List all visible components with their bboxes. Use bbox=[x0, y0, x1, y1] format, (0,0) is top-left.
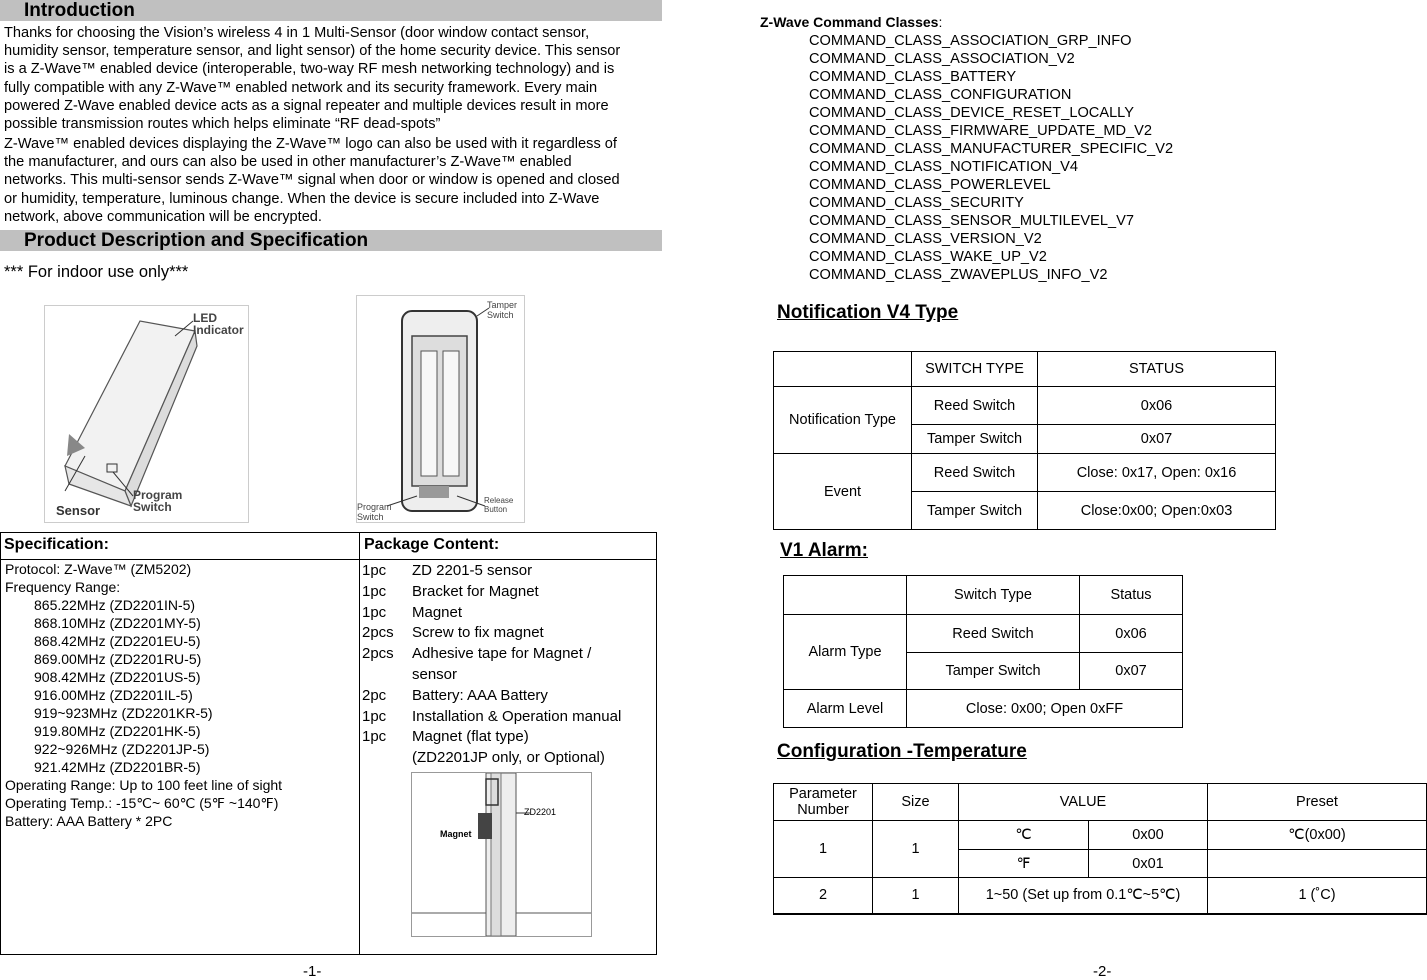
spec-line: Protocol: Z-Wave™ (ZM5202) bbox=[5, 561, 192, 577]
v1-header-switch: Switch Type bbox=[907, 576, 1080, 615]
event-tamper-status: Close:0x00; Open:0x03 bbox=[1038, 492, 1276, 530]
device-interior-figure bbox=[356, 295, 525, 523]
command-class-item: COMMAND_CLASS_FIRMWARE_UPDATE_MD_V2 bbox=[809, 123, 1153, 139]
notif-type-label: Notification Type bbox=[774, 387, 912, 454]
config-r1-code-f: 0x01 bbox=[1089, 850, 1208, 878]
notif-tamper-status: 0x07 bbox=[1038, 425, 1276, 454]
config-r2-preset: 1 (˚C) bbox=[1208, 878, 1427, 914]
notif-header-switch: SWITCH TYPE bbox=[912, 352, 1038, 387]
v1-tamper-status: 0x07 bbox=[1080, 653, 1183, 690]
command-class-list bbox=[809, 32, 1173, 284]
config-header-preset: Preset bbox=[1208, 784, 1427, 821]
v1-reed-label: Reed Switch bbox=[907, 615, 1080, 653]
spec-line: 869.00MHz (ZD2201RU-5) bbox=[34, 651, 202, 667]
magnet-illustration bbox=[412, 773, 591, 936]
package-item bbox=[362, 707, 652, 728]
config-table bbox=[773, 783, 1427, 915]
package-qty: 2pcs bbox=[362, 645, 394, 663]
release-button-label: Release Button bbox=[484, 496, 514, 514]
spec-heading: Specification: bbox=[4, 536, 109, 553]
notif-reed-label: Reed Switch bbox=[912, 387, 1038, 425]
notification-heading: Notification V4 Type bbox=[777, 302, 959, 323]
package-item bbox=[362, 603, 652, 624]
package-item bbox=[362, 582, 652, 603]
led-indicator-label: LED Indicator bbox=[193, 311, 244, 337]
package-desc-line: sensor bbox=[412, 665, 458, 683]
package-desc bbox=[412, 561, 652, 582]
package-desc-line: Magnet bbox=[412, 603, 463, 621]
command-class-item: COMMAND_CLASS_VERSION_V2 bbox=[809, 231, 1042, 247]
package-desc bbox=[412, 582, 652, 603]
magnet-figure bbox=[411, 772, 592, 937]
package-desc-line: Screw to fix magnet bbox=[412, 624, 544, 642]
package-desc-line: Magnet (flat type) bbox=[412, 728, 529, 746]
page-number-2: -2- bbox=[1093, 963, 1112, 980]
event-label: Event bbox=[774, 454, 912, 530]
command-class-item: COMMAND_CLASS_ASSOCIATION_V2 bbox=[809, 51, 1075, 67]
indoor-note: *** For indoor use only*** bbox=[4, 263, 189, 281]
magnet-label: Magnet bbox=[440, 829, 472, 839]
v1-alarm-table bbox=[783, 575, 1183, 728]
package-qty: 1pc bbox=[362, 603, 387, 621]
package-desc-line: ZD 2201-5 sensor bbox=[412, 562, 533, 579]
command-class-item: COMMAND_CLASS_CONFIGURATION bbox=[809, 87, 1072, 103]
spec-line: 865.22MHz (ZD2201IN-5) bbox=[34, 597, 196, 613]
spec-line: 916.00MHz (ZD2201IL-5) bbox=[34, 687, 193, 703]
package-desc bbox=[412, 644, 652, 686]
event-tamper-label: Tamper Switch bbox=[912, 492, 1038, 530]
v1-tamper-label: Tamper Switch bbox=[907, 653, 1080, 690]
sensor-label: Sensor bbox=[56, 503, 101, 518]
config-header-value: VALUE bbox=[959, 784, 1208, 821]
command-class-item: COMMAND_CLASS_WAKE_UP_V2 bbox=[809, 249, 1047, 265]
package-qty: 2pcs bbox=[362, 624, 394, 642]
page-number-1: -1- bbox=[303, 963, 322, 980]
package-qty: 2pc bbox=[362, 686, 387, 704]
config-r2-size: 1 bbox=[873, 878, 959, 914]
v1-header-status: Status bbox=[1080, 576, 1183, 615]
spec-line: 922~926MHz (ZD2201JP-5) bbox=[34, 741, 210, 757]
program-switch-label-2: Program Switch bbox=[357, 502, 392, 522]
package-desc bbox=[412, 707, 652, 728]
command-class-item: COMMAND_CLASS_ASSOCIATION_GRP_INFO bbox=[809, 33, 1132, 49]
config-r1-unit-f: ℉ bbox=[959, 850, 1089, 878]
spec-line: 919.80MHz (ZD2201HK-5) bbox=[34, 723, 201, 739]
spec-line: Operating Temp.: -15℃~ 60℃ (5℉ ~140℉) bbox=[5, 795, 279, 811]
notif-header-status: STATUS bbox=[1038, 352, 1276, 387]
command-class-item: COMMAND_CLASS_POWERLEVEL bbox=[809, 177, 1051, 193]
spec-line: 868.10MHz (ZD2201MY-5) bbox=[34, 615, 201, 631]
notif-tamper-label: Tamper Switch bbox=[912, 425, 1038, 454]
package-qty: 1pc bbox=[362, 728, 387, 746]
intro-paragraph-2: Z-Wave™ enabled devices displaying the Z-Wave™ logo can also be used with it regardless of the manufacturer, and ours can also be used in other manufacturer’s Z-Wave™ enabled networks. This multi-sensor sends Z-Wave™ signal when door or window is opened and closed or humidity, temperature, luminous change. When the device is secure included into Z-Wave network, above communication will be encrypted. bbox=[4, 136, 620, 225]
package-desc-line: Battery: AAA Battery bbox=[412, 686, 548, 704]
device-exterior-figure bbox=[44, 305, 249, 523]
zwave-classes-heading: Z-Wave Command Classes: bbox=[760, 14, 943, 30]
package-item bbox=[362, 727, 652, 769]
spec-line: Operating Range: Up to 100 feet line of sight bbox=[5, 777, 283, 793]
config-header-size: Size bbox=[873, 784, 959, 821]
alarm-level-value: Close: 0x00; Open 0xFF bbox=[907, 690, 1183, 728]
program-switch-label: Program Switch bbox=[133, 488, 183, 514]
config-r2-param: 2 bbox=[774, 878, 873, 914]
command-class-item: COMMAND_CLASS_BATTERY bbox=[809, 69, 1017, 85]
spec-line: Frequency Range: bbox=[5, 579, 121, 595]
package-desc bbox=[412, 603, 652, 624]
zd2201-label: ZD2201 bbox=[524, 807, 557, 817]
tamper-switch-label: Tamper Switch bbox=[487, 300, 518, 320]
package-desc-line: Bracket for Magnet bbox=[412, 582, 539, 600]
package-desc bbox=[412, 623, 652, 644]
package-item bbox=[362, 686, 652, 707]
notification-table bbox=[773, 351, 1276, 530]
event-reed-label: Reed Switch bbox=[912, 454, 1038, 492]
config-r1-preset: ℃(0x00) bbox=[1208, 821, 1427, 850]
config-header-param: Parameter Number bbox=[774, 784, 873, 821]
notif-reed-status: 0x06 bbox=[1038, 387, 1276, 425]
alarm-level-label: Alarm Level bbox=[784, 690, 907, 728]
config-r1-param: 1 bbox=[774, 821, 873, 878]
command-class-item: COMMAND_CLASS_MANUFACTURER_SPECIFIC_V2 bbox=[809, 141, 1174, 157]
config-r1-code-c: 0x00 bbox=[1089, 821, 1208, 850]
package-desc-line: Installation & Operation manual bbox=[412, 707, 622, 725]
package-list bbox=[362, 561, 652, 769]
config-heading: Configuration -Temperature bbox=[777, 741, 1027, 762]
package-item bbox=[362, 644, 652, 686]
package-item bbox=[362, 623, 652, 644]
package-desc-line: Adhesive tape for Magnet / bbox=[412, 645, 592, 663]
event-reed-status: Close: 0x17, Open: 0x16 bbox=[1038, 454, 1276, 492]
package-heading: Package Content: bbox=[364, 536, 500, 553]
package-item bbox=[362, 561, 652, 582]
intro-paragraph-1: Thanks for choosing the Vision’s wireless 4 in 1 Multi-Sensor (door window contact sensor, humidity sensor, temperature sensor, and light sensor) of the home security device. This sensor is a Z-Wave™ enabled device (interoperable, two-way RF mesh networking technology) and is fully compatible with any Z-Wave™ enabled network and its security framework. Every main powered Z-Wave enabled device acts as a signal repeater and multiple devices result in more possible transmission routes which helps eliminate “RF dead-spots” bbox=[4, 25, 621, 133]
package-qty: 1pc bbox=[362, 562, 387, 579]
spec-line: 919~923MHz (ZD2201KR-5) bbox=[34, 705, 213, 721]
spec-line: 921.42MHz (ZD2201BR-5) bbox=[34, 759, 201, 775]
package-qty: 1pc bbox=[362, 707, 387, 725]
package-desc-line: (ZD2201JP only, or Optional) bbox=[412, 749, 605, 767]
command-class-item: COMMAND_CLASS_SENSOR_MULTILEVEL_V7 bbox=[809, 213, 1134, 229]
command-class-item: COMMAND_CLASS_ZWAVEPLUS_INFO_V2 bbox=[809, 267, 1108, 283]
config-r1-unit-c: ℃ bbox=[959, 821, 1089, 850]
intro-heading: Introduction bbox=[0, 0, 662, 21]
spec-package-table bbox=[0, 532, 657, 955]
product-heading: Product Description and Specification bbox=[0, 230, 662, 251]
package-qty: 1pc bbox=[362, 582, 387, 600]
command-class-item: COMMAND_CLASS_DEVICE_RESET_LOCALLY bbox=[809, 105, 1134, 121]
v1-alarm-heading: V1 Alarm: bbox=[780, 540, 868, 561]
config-r1-size: 1 bbox=[873, 821, 959, 878]
spec-line: 908.42MHz (ZD2201US-5) bbox=[34, 669, 201, 685]
command-class-item: COMMAND_CLASS_NOTIFICATION_V4 bbox=[809, 159, 1078, 175]
alarm-type-label: Alarm Type bbox=[784, 615, 907, 690]
package-desc bbox=[412, 686, 652, 707]
v1-reed-status: 0x06 bbox=[1080, 615, 1183, 653]
package-desc bbox=[412, 727, 652, 769]
spec-list bbox=[5, 560, 282, 830]
spec-line: 868.42MHz (ZD2201EU-5) bbox=[34, 633, 201, 649]
command-class-item: COMMAND_CLASS_SECURITY bbox=[809, 195, 1024, 211]
sensor-interior-illustration bbox=[357, 296, 526, 524]
spec-line: Battery: AAA Battery * 2PC bbox=[5, 813, 173, 829]
config-r2-value: 1~50 (Set up from 0.1℃~5℃) bbox=[959, 878, 1208, 914]
